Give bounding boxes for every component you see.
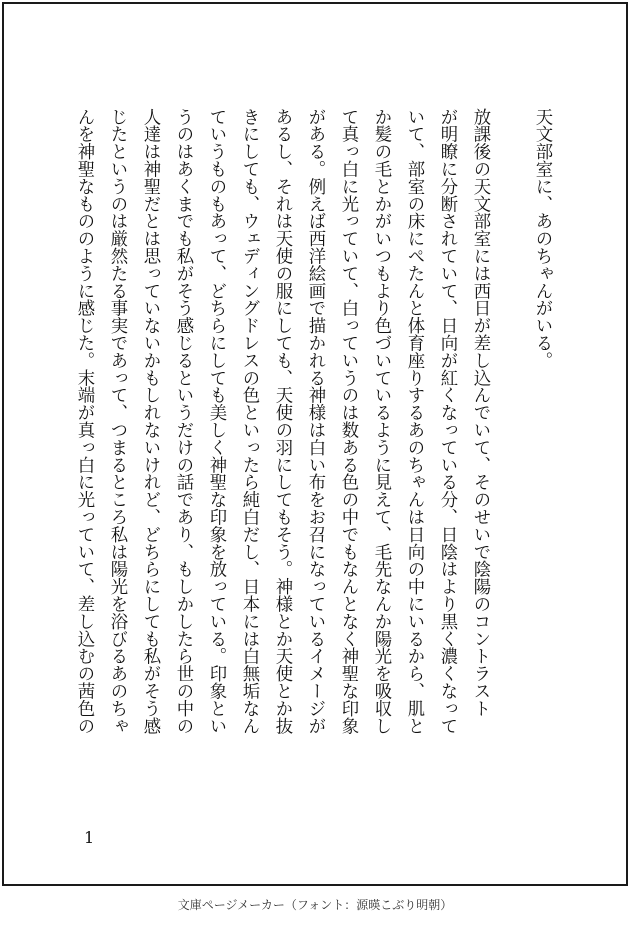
text-line-2: が明瞭に分断されていて、日向が紅くなっている分、日陰はより黒く濃くなって [437, 108, 457, 735]
text-line-10: うのはあくまでも私がそう感じるというだけの話であり、もしかしたら世の中の [173, 108, 193, 735]
text-line-6: がある。例えば西洋絵画で描かれる神様は白い布をお召になっているイメージが [305, 108, 325, 735]
text-line-9: ていうものもあって、どちらにしても美しく神聖な印象を放っている。印象とい [206, 108, 226, 735]
text-line-1: 放課後の天文部室には西日が差し込んでいて、そのせいで陰陽のコントラスト [470, 108, 490, 717]
text-line-8: きにしても、ウェディングドレスの色といったら純白だし、日本には白無垢なん [239, 108, 259, 735]
text-line-3: いて、部室の床にぺたんと体育座りするあのちゃんは日向の中にいるから、肌と [404, 108, 424, 735]
text-line-12: じたというのは厳然たる事実であって、つまるところ私は陽光を浴びるあのちゃ [107, 108, 127, 735]
book-page [2, 2, 628, 886]
chapter-title: 天文部室に、あのちゃんがいる。 [532, 108, 552, 369]
text-line-11: 人達は神聖だとは思っていないかもしれないけれど、どちらにしても私がそう感 [140, 108, 160, 735]
text-line-4: か髪の毛とかがいつもより色づいているように見えて、毛先なんか陽光を吸収し [371, 108, 391, 735]
page-number: 1 [84, 828, 95, 847]
text-line-5: て真っ白に光っていて、白っていうのは数ある色の中でもなんとなく神聖な印象 [338, 108, 358, 735]
text-line-7: あるし、それは天使の服にしても、天使の羽にしてもそう。神様とか天使とか抜 [272, 108, 292, 735]
text-line-13: んを神聖なもののように感じた。末端が真っ白に光っていて、差し込むの茜色の [74, 108, 94, 735]
footer-credit: 文庫ページメーカー（フォント：源暎こぶり明朝） [177, 898, 453, 912]
